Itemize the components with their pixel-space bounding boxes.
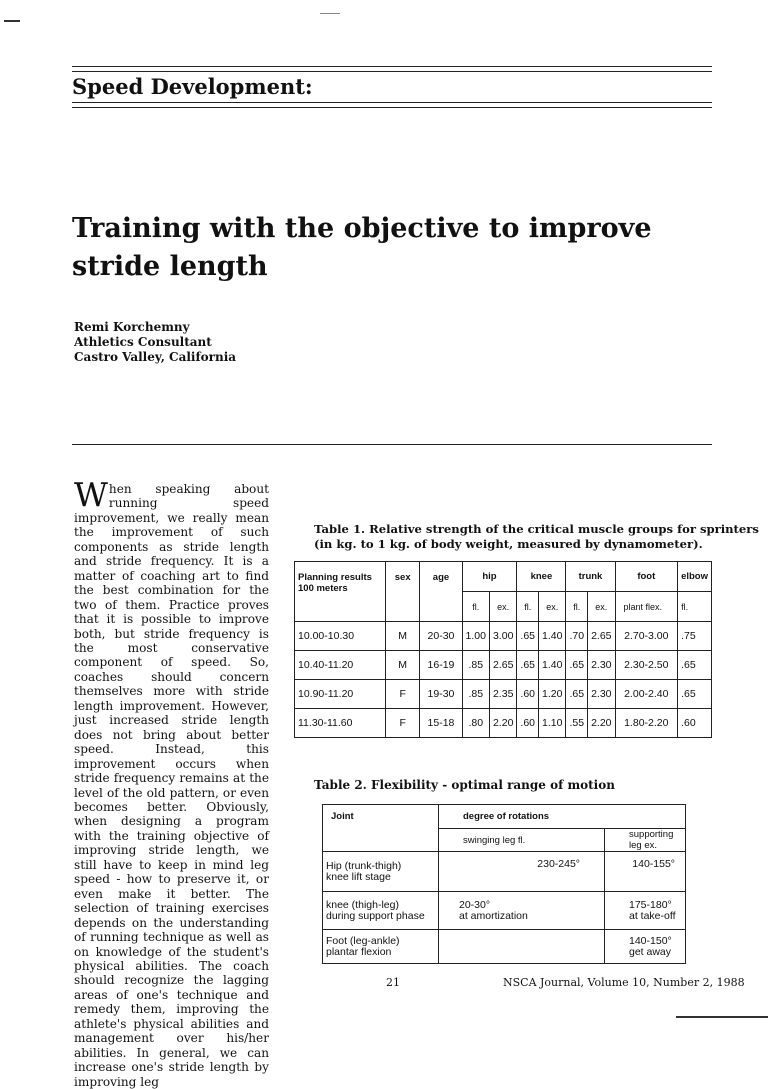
table2-support-cell: [605, 930, 686, 964]
table2-swing-cell: 230-245°: [439, 852, 605, 892]
table2-joint-main: knee (thigh-leg): [326, 898, 399, 911]
table1-cell: F: [385, 709, 419, 738]
table1-header-foot: foot: [615, 562, 678, 592]
table-row: [323, 892, 686, 930]
author-location: Castro Valley, California: [74, 350, 237, 364]
drop-cap: W: [74, 475, 108, 514]
table2-joint-cell: [323, 892, 439, 930]
header-rule-bottom: [72, 102, 712, 103]
table1-cell: 3.00: [489, 622, 516, 651]
table1-cell: 16-19: [420, 651, 462, 680]
table1-sub-foot: plant flex.: [615, 592, 678, 622]
table1-cell: 19-30: [420, 680, 462, 709]
table1-cell: 1.40: [539, 622, 566, 651]
table1-cell: 2.20: [588, 709, 615, 738]
article-title-line1: Training with the objective to improve: [72, 213, 652, 244]
table1-cell: 10.40-11.20: [295, 651, 386, 680]
journal-citation: NSCA Journal, Volume 10, Number 2, 1988: [503, 976, 745, 989]
table-row: [295, 709, 712, 738]
table2-swing-cell: [439, 892, 605, 930]
table2-support-cell: 140-155°: [605, 852, 686, 892]
table1-sub-trunk-fl: fl.: [566, 592, 588, 622]
table1-cell: .85: [462, 680, 489, 709]
table1-cell: .65: [566, 680, 588, 709]
table1-cell: 1.20: [539, 680, 566, 709]
author-name: Remi Korchemny: [74, 320, 190, 334]
section-title: Speed Development:: [72, 74, 313, 99]
body-text: [74, 475, 269, 1089]
table1-cell: 10.90-11.20: [295, 680, 386, 709]
scan-mark: [4, 20, 20, 22]
table1-cell: .60: [517, 709, 539, 738]
table2-joint-cell: [323, 852, 439, 892]
table1-sub-trunk-ex: ex.: [588, 592, 615, 622]
table2-swing-sub: at amortization: [459, 909, 528, 922]
table2-joint-main: Hip (trunk-thigh): [326, 859, 402, 872]
table1-cell: 10.00-10.30: [295, 622, 386, 651]
table1-cell: .65: [566, 651, 588, 680]
table1-header-trunk: trunk: [566, 562, 615, 592]
author-rule: [72, 444, 712, 445]
page-number: 21: [386, 976, 400, 989]
table1-caption-line2: (in kg. to 1 kg. of body weight, measured by dynamometer).: [314, 537, 703, 551]
table1-cell: 2.30: [588, 680, 615, 709]
table2-header-swinging: swinging leg fl.: [439, 829, 605, 852]
table2-support-sub: at take-off: [629, 909, 676, 922]
table1-cell: .75: [678, 622, 712, 651]
table2-swing-cell: [439, 930, 605, 964]
header-rule-bottom-2: [72, 107, 712, 108]
table1-cell: 2.00-2.40: [615, 680, 678, 709]
table2-joint-sub: plantar flexion: [326, 945, 392, 958]
table1-cell: M: [385, 651, 419, 680]
table-row: [295, 680, 712, 709]
table1-cell: 2.30-2.50: [615, 651, 678, 680]
table2-header-supporting: supporting leg ex.: [605, 829, 686, 852]
table1: [294, 561, 712, 738]
table1-caption: [314, 522, 759, 552]
scan-mark: [320, 13, 340, 14]
table1-header-age: age: [420, 562, 462, 622]
table1-cell: .60: [678, 709, 712, 738]
table1-cell: F: [385, 680, 419, 709]
table-row: [323, 852, 686, 892]
table2-support-main: 140-150°: [629, 934, 672, 947]
table1-header-hip: hip: [462, 562, 517, 592]
table1-cell: 1.40: [539, 651, 566, 680]
table1-sub-hip-ex: ex.: [489, 592, 516, 622]
table-row: [323, 930, 686, 964]
table2-caption: Table 2. Flexibility - optimal range of motion: [314, 778, 615, 792]
table1-cell: 1.00: [462, 622, 489, 651]
header-rule-top-2: [72, 71, 712, 72]
table1-caption-line1: Table 1. Relative strength of the critical muscle groups for sprinters: [314, 522, 759, 536]
table2-support-sub: get away: [629, 945, 672, 958]
table1-sub-knee-ex: ex.: [539, 592, 566, 622]
table1-cell: 2.20: [489, 709, 516, 738]
body-paragraph: hen speaking about running speed improvement, we really mean the improvement of such components as stride length and stride frequency. It is a matter of coaching art to find the best combination for the two of them. Practice proves that it is possible to improve both, but stride frequency is the most conservative component of speed. So, coaches should concern themselves more with stride length improvement. However, just increased stride length does not bring about better speed. Instead, this improvement occurs when stride frequency remains at the level of the old pattern, or even becomes better. Obviously, when designing a program with the training objective of improving stride length, we still have to keep in mind leg speed - how to preserve it, or even make it better. The selection of training exercises depends on the understanding of running technique as well as on knowledge of the student's physical abilities. The coach should recognize the lagging areas of one's technique and remedy them, improving the athlete's physical abilities and management over his/her abilities. In general, we can increase one's stride length by improving leg: [74, 482, 269, 1089]
table1-cell: .80: [462, 709, 489, 738]
table1-sub-hip-fl: fl.: [462, 592, 489, 622]
table2-support-cell: [605, 892, 686, 930]
table-row: [295, 651, 712, 680]
table1-cell: 2.65: [588, 622, 615, 651]
table1-cell: M: [385, 622, 419, 651]
table1-cell: 11.30-11.60: [295, 709, 386, 738]
table1-header-elbow: elbow: [678, 562, 712, 592]
author-block: [74, 320, 236, 365]
table1-cell: .65: [517, 622, 539, 651]
table1-cell: 2.70-3.00: [615, 622, 678, 651]
table2-header-joint: Joint: [323, 805, 439, 852]
table1-cell: .65: [678, 680, 712, 709]
table1-header-sex: sex: [385, 562, 419, 622]
table1-header-knee: knee: [517, 562, 566, 592]
table2-swing-main: 20-30°: [459, 898, 491, 911]
table1-cell: .55: [566, 709, 588, 738]
table1-cell: 15-18: [420, 709, 462, 738]
header-rule-top: [72, 66, 712, 67]
table1-sub-knee-fl: fl.: [517, 592, 539, 622]
table2-support-main: 175-180°: [629, 898, 672, 911]
table1-cell: .65: [678, 651, 712, 680]
table1-cell: .60: [517, 680, 539, 709]
table1-cell: 20-30: [420, 622, 462, 651]
table1-cell: .70: [566, 622, 588, 651]
article-title-line2: stride length: [72, 251, 268, 282]
table1-header-planning: Planning results 100 meters: [295, 562, 386, 622]
table2: [322, 804, 686, 964]
table-row: [295, 622, 712, 651]
table2-joint-sub: during support phase: [326, 909, 425, 922]
table1-cell: 2.65: [489, 651, 516, 680]
table1-cell: 2.30: [588, 651, 615, 680]
table2-joint-cell: [323, 930, 439, 964]
article-title: [72, 210, 672, 286]
table1-cell: 2.35: [489, 680, 516, 709]
table1-sub-elbow: fl.: [678, 592, 712, 622]
table1-cell: .65: [517, 651, 539, 680]
table2-joint-main: Foot (leg-ankle): [326, 934, 400, 947]
table1-cell: 1.10: [539, 709, 566, 738]
table2-joint-sub: knee lift stage: [326, 870, 391, 883]
author-role: Athletics Consultant: [74, 335, 212, 349]
table2-header-degree: degree of rotations: [439, 805, 686, 829]
table1-cell: .85: [462, 651, 489, 680]
table1-cell: 1.80-2.20: [615, 709, 678, 738]
scan-mark: [676, 1016, 768, 1018]
